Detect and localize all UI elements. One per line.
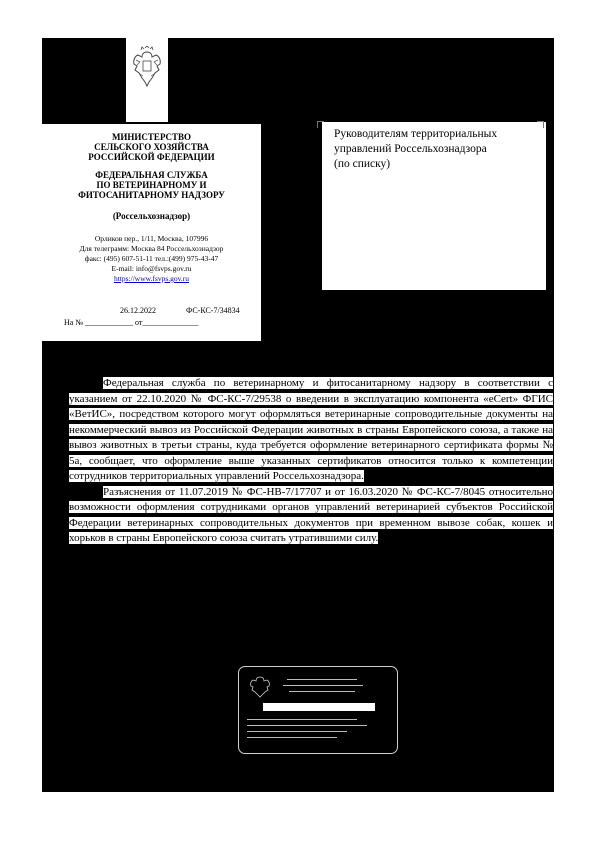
- stamp-text-line: [247, 719, 357, 720]
- stamp-text-line: [287, 679, 357, 680]
- stamp-title-bar: [263, 703, 375, 711]
- stamp-text-line: [247, 725, 367, 726]
- phone-fax: факс: (495) 607-51-11 тел.:(499) 975-43-47: [84, 254, 219, 263]
- reference-line: На № ____________ от______________: [64, 318, 199, 327]
- ministry-name: МИНИСТЕРСТВО СЕЛЬСКОГО ХОЗЯЙСТВА РОССИЙСКОЙ ФЕДЕРАЦИИ: [88, 132, 215, 162]
- coat-of-arms: [126, 38, 168, 122]
- service-short-name: (Россельхознадзор): [112, 211, 191, 221]
- stamp-text-line: [247, 737, 337, 738]
- addressee-box: [322, 122, 546, 290]
- service-name: ФЕДЕРАЛЬНАЯ СЛУЖБА ПО ВЕТЕРИНАРНОМУ И ФИТОСАНИТАРНОМУ НАДЗОРУ: [78, 170, 225, 200]
- addressee-text: Руководителям территориальных управлений Россельхознадзора (по списку): [334, 128, 498, 170]
- indent-redaction: [69, 376, 103, 387]
- stamp-text-line: [289, 691, 355, 692]
- paragraph-2: Разъяснения от 11.07.2019 № ФС-НВ-7/17707 и от 16.03.2020 № ФС-КС-7/8045 относительно возможности оформления сотрудниками органов управлений ветеринарией субъектов Российской Федерации ветеринарных сопроводительных документов при временном вывозе собак, кошек и хорьков в страны Европейского союза считать утратившими силу.: [69, 485, 553, 544]
- paragraph-1: Федеральная служба по ветеринарному и фитосанитарному надзору в соответствии с указанием от 22.10.2020 № ФС-КС-7/29538 о введении в эксплуатацию компонента «eCert» ФГИС «ВетИС», посредством которого могут оформляться ветеринарные сопроводительные документы на некоммерческий вывоз из Российской Федерации животных в страны Европейского союза, а также на вывоз животных в третьи страны, куда требуется оформление ветеринарного сертификата формы № 5а, сообщает, что оформление выше указанных сертификатов относится только к компетенции сотрудников территориальных управлений Россельхознадзора.: [69, 377, 553, 482]
- stamp-text-line: [247, 731, 347, 732]
- emblem-icon: [247, 673, 273, 699]
- address: Орликов пер., 1/11, Москва, 107996: [94, 234, 209, 243]
- email: E-mail: info@fsvps.gov.ru: [111, 264, 192, 273]
- registration-date: 26.12.2022: [120, 306, 156, 315]
- double-headed-eagle-icon: [130, 46, 164, 90]
- corner-mark: [317, 121, 324, 128]
- website-link[interactable]: https://www.fsvps.gov.ru: [113, 274, 190, 283]
- letter-body: [69, 376, 553, 547]
- electronic-signature-stamp: [238, 666, 398, 754]
- contact-block: [42, 234, 261, 284]
- registration-number: ФС-КС-7/34834: [186, 306, 240, 315]
- telegram-address: Для телеграмм: Москва 84 Россельхознадзор: [79, 244, 224, 253]
- stamp-text-line: [283, 685, 363, 686]
- indent-redaction: [69, 485, 103, 496]
